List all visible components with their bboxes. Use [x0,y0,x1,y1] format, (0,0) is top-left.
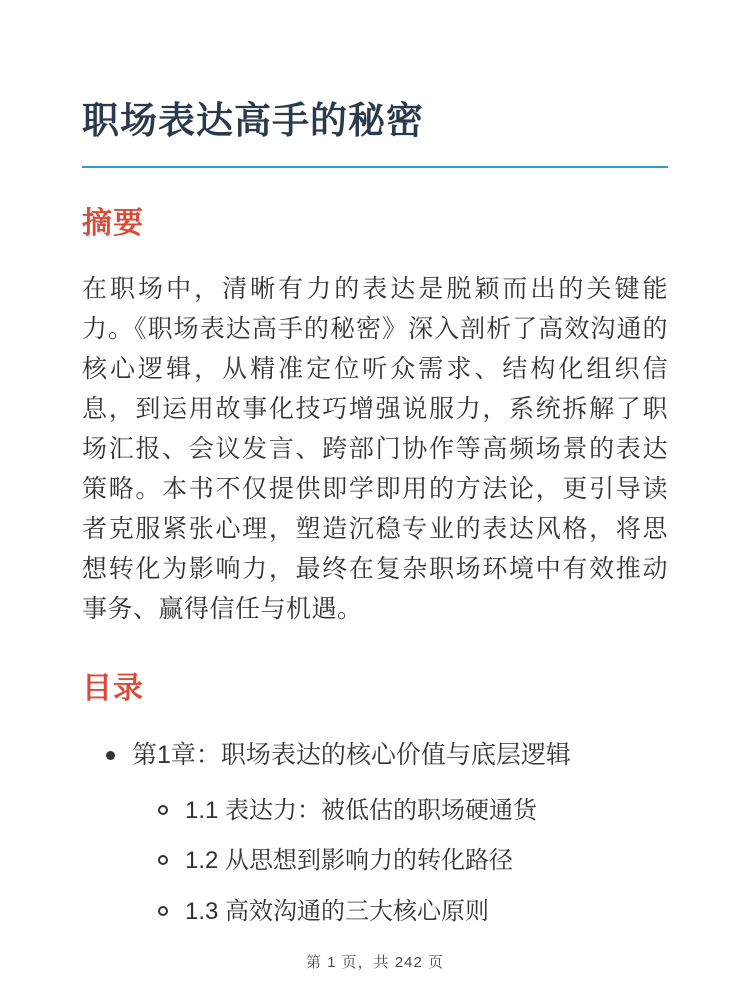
page-indicator: 第 1 页，共 242 页 [305,954,445,971]
toc-section-label: 1.1 表达力：被低估的职场硬通货 [185,797,538,824]
abstract-heading: 摘要 [82,207,144,241]
abstract-paragraph: 在职场中，清晰有力的表达是脱颖而出的关键能力。《职场表达高手的秘密》深入剖析了高效沟通的核心逻辑，从精准定位听众需求、结构化组织信息，到运用故事化技巧增强说服力，系统拆解了职场汇报、会议发言、跨部门协作等高频场景的表达策略。本书不仅提供即学即用的方法论，更引导读者克服紧张心理，塑造沉稳专业的表达风格，将思想转化为影响力，最终在复杂职场环境中有效推动事务、赢得信任与机遇。 [82,275,668,624]
toc-section-item [82,896,668,928]
toc-section-label: 1.3 高效沟通的三大核心原则 [185,897,490,925]
toc-section-item [82,795,668,827]
title-divider [82,166,668,168]
toc-chapter-item [82,739,668,773]
toc-section-label: 1.2 从思想到影响力的转化路径 [185,847,514,875]
bullet-hollow-icon [158,855,168,865]
bullet-solid-icon [106,751,115,760]
toc-chapter-label: 第1章：职场表达的核心价值与底层逻辑 [132,741,571,770]
toc-section-item [82,845,668,877]
bullet-hollow-icon [158,906,168,916]
page-title: 职场表达高手的秘密 [82,100,424,141]
toc-sublist-wrapper [82,795,668,928]
toc-sublist [82,795,668,928]
toc-list [82,739,668,928]
bullet-hollow-icon [158,805,168,815]
toc-heading: 目录 [82,672,144,706]
